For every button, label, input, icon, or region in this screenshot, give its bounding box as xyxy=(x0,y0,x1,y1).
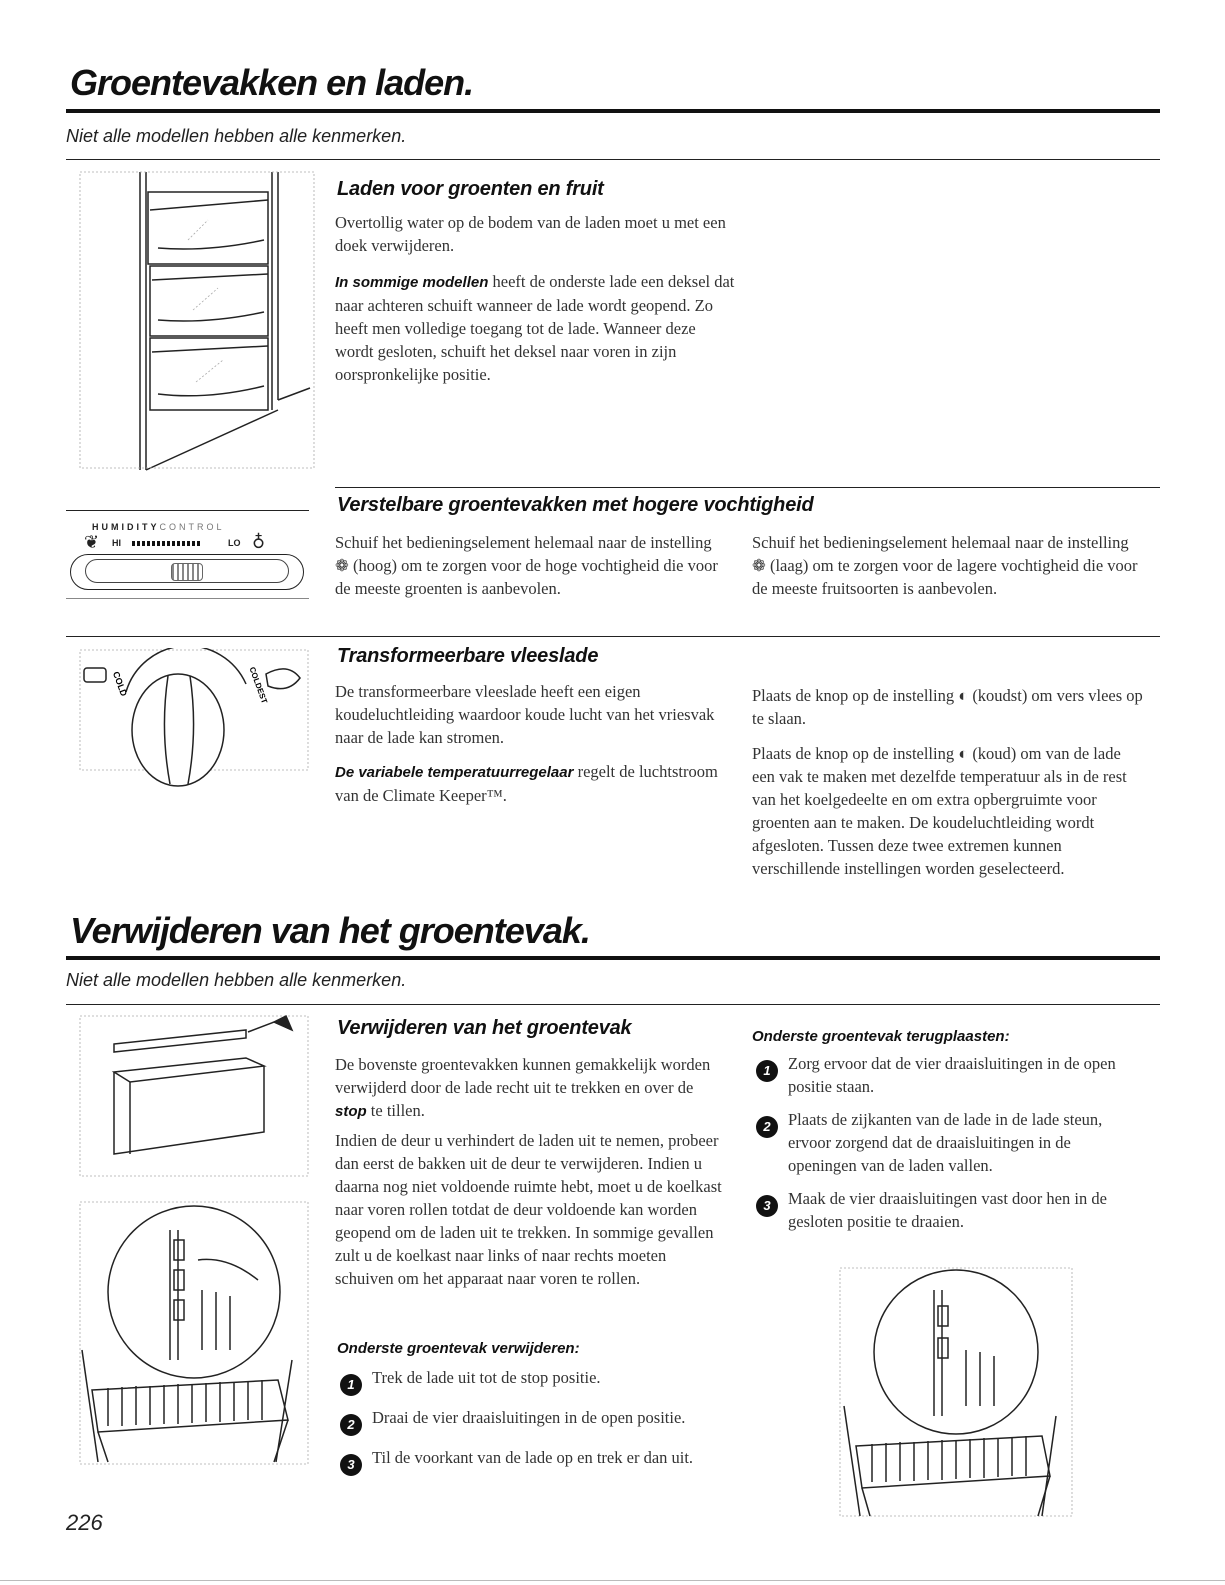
removal-text-b: te tillen. xyxy=(366,1101,425,1120)
section-title-crispers: Groentevakken en laden. xyxy=(70,62,474,103)
step-text: Zorg ervoor dat de vier draaisluitingen in de open positie staan. xyxy=(788,1054,1116,1096)
vegetable-icon: ❦ xyxy=(84,532,100,552)
step-number: 3 xyxy=(340,1454,362,1476)
page-edge xyxy=(0,1580,1225,1581)
title-rule xyxy=(66,109,1160,113)
meat-heading: Transformeerbare vleeslade xyxy=(337,645,599,667)
step-number: 2 xyxy=(756,1116,778,1138)
divider xyxy=(335,487,1160,488)
dial-coldest-label: COLDEST xyxy=(247,665,269,705)
meat-regulator-lead: De variabele temperatuurregelaar xyxy=(335,764,574,781)
meat-regulator-paragraph xyxy=(335,760,725,807)
step-number: 3 xyxy=(756,1195,778,1217)
section-subtitle: Niet alle modellen hebben alle kenmerken. xyxy=(66,126,407,146)
humidity-gradient xyxy=(132,541,202,546)
humidity-low-text: Schuif het bedieningselement helemaal naar de instelling ❁ (laag) om te zorgen voor de lagere vochtigheid die voor de meeste fruitsoorten is aanbevolen. xyxy=(752,533,1138,598)
section-title-removal: Verwijderen van het groentevak. xyxy=(70,910,590,951)
humidity-high-text: Schuif het bedieningselement helemaal naar de instelling ❁ (hoog) om te zorgen voor de hoge vochtigheid die voor de meeste groenten is aanbevolen. xyxy=(335,533,718,598)
remove-lower-heading: Onderste groentevak verwijderen: xyxy=(337,1340,580,1357)
drawers-heading: Laden voor groenten en fruit xyxy=(337,178,604,200)
meat-regulator-text: regelt de luchtstroom van de Climate Keeper™. xyxy=(335,762,718,805)
humidity-heading: Verstelbare groentevakken met hogere vochtigheid xyxy=(337,494,814,516)
step-text: Til de voorkant van de lade op en trek er dan uit. xyxy=(372,1448,694,1467)
meat-paragraph: De transformeerbare vleeslade heeft een eigen koudeluchtleiding waardoor koude lucht van het vriesvak naar de lade kan stromen. xyxy=(335,682,715,747)
step-item xyxy=(340,1406,720,1436)
divider xyxy=(66,1004,1160,1005)
replace-crisper-illustration xyxy=(838,1266,1074,1520)
drawers-lid-text: heeft de onderste lade een deksel dat naar achteren schuift wanneer de lade wordt geopend. Zo heeft men volledige toegang tot de lade. Wanneer deze wordt gesloten, schuift het deksel naar voren in zijn oorspronkelijke positie. xyxy=(335,272,735,384)
drawers-lead: In sommige modellen xyxy=(335,274,489,291)
dial-cold-label: COLD xyxy=(110,670,129,698)
divider xyxy=(66,159,1160,160)
step-number: 1 xyxy=(340,1374,362,1396)
hi-label: HI xyxy=(112,538,121,548)
section-subtitle: Niet alle modellen hebben alle kenmerken. xyxy=(66,970,407,990)
step-item xyxy=(756,1108,1140,1177)
temperature-dial-illustration xyxy=(78,648,310,788)
humidity-slider-track[interactable] xyxy=(70,554,304,590)
meat-cold-text: Plaats de knop op de instelling ◐ (koud) om van de lade een vak te maken met dezelfde temperatuur als in de rest van het koelgedeelte en om extra opbergruimte voor groenten aan te maken. De koudeluchtleiding wordt afgesloten. Tussen deze twee extremen kunnen verschillende instellingen worden geselecteerd. xyxy=(752,744,1127,878)
lo-label: LO xyxy=(228,538,241,548)
step-item xyxy=(756,1052,1140,1098)
step-number: 1 xyxy=(756,1060,778,1082)
humidity-slider-knob[interactable] xyxy=(171,563,203,581)
removal-text-a: De bovenste groentevakken kunnen gemakkelijk worden verwijderd door de lade recht uit te trekken en over de xyxy=(335,1055,711,1097)
meat-coldest-text: Plaats de knop op de instelling ◐ (koudst) om vers vlees op te slaan. xyxy=(752,686,1143,728)
divider xyxy=(66,510,309,511)
lower-crisper-illustration xyxy=(78,1200,310,1470)
step-number: 2 xyxy=(340,1414,362,1436)
drawers-lid-paragraph xyxy=(335,270,735,386)
step-text: Trek de lade uit tot de stop positie. xyxy=(372,1368,601,1387)
fruit-icon: ♁ xyxy=(252,530,266,550)
replace-steps xyxy=(756,1052,1140,1233)
upper-crisper-illustration xyxy=(78,1014,310,1180)
step-text: Plaats de zijkanten van de lade in de lade steun, ervoor zorgend dat de draaisluitingen in de openingen van de laden vallen. xyxy=(788,1110,1103,1175)
step-item xyxy=(340,1446,720,1476)
crisper-drawers-illustration xyxy=(78,170,316,472)
page-number: 226 xyxy=(66,1510,103,1535)
humidity-control-panel xyxy=(66,514,309,604)
stop-term: stop xyxy=(335,1103,367,1120)
step-text: Draai de vier draaisluitingen in de open positie. xyxy=(372,1408,686,1427)
title-rule xyxy=(66,956,1160,960)
humidity-label: HUMIDITY xyxy=(92,522,160,532)
removal-heading: Verwijderen van het groentevak xyxy=(337,1017,632,1039)
step-item xyxy=(340,1366,720,1396)
removal-door-paragraph: Indien de deur u verhindert de laden uit te nemen, probeer dan eerst de bakken uit de deur te verwijderen. Indien u daarna nog niet voldoende ruimte hebt, moet u de koelkast naar voren rollen totdat de deur voldoende kan worden geopend om de laden uit te trekken. In sommige gevallen zult u de koelkast naar links of naar rechts moeten schuiven om het apparaat naar voren te rollen. xyxy=(335,1131,722,1288)
removal-paragraph xyxy=(335,1053,725,1123)
remove-steps xyxy=(340,1366,720,1476)
step-item xyxy=(756,1187,1140,1233)
drawers-paragraph: Overtollig water op de bodem van de laden moet u met een doek verwijderen. xyxy=(335,213,726,255)
step-text: Maak de vier draaisluitingen vast door hen in de gesloten positie te draaien. xyxy=(788,1189,1107,1231)
divider xyxy=(66,636,1160,637)
replace-lower-heading: Onderste groentevak terugplaasten: xyxy=(752,1028,1010,1045)
control-label: CONTROL xyxy=(159,522,225,532)
